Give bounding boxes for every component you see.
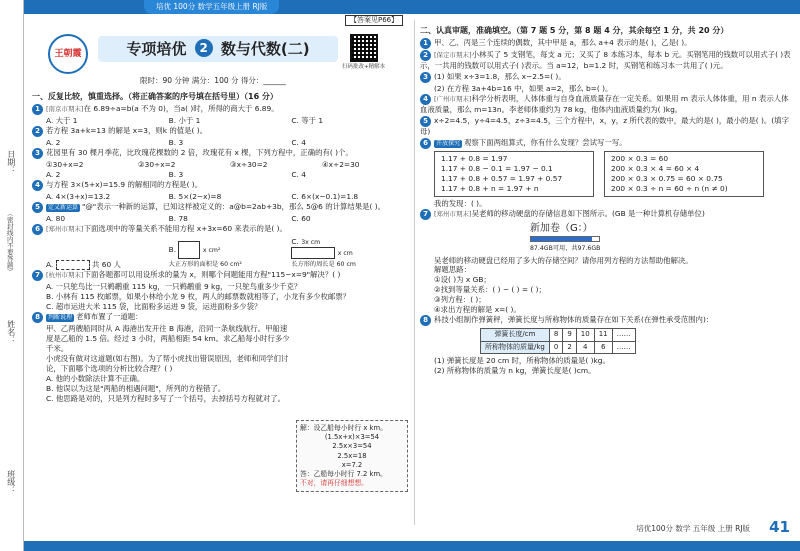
fill-question-6: 6 开放探究 观察下面两组算式，你有什么发现？尝试写一写。 <box>420 138 792 149</box>
fill-question-1: 1 甲、乙、丙是三个连续的偶数，其中甲是 a，那么 a+4 表示的是( )，乙是( )。 <box>420 38 792 49</box>
section-2-heading: 二、认真审题，准确填空。（第 7 题 5 分，第 8 题 4 分，其余每空 1 分，共 20 分） <box>420 26 729 35</box>
student-work-box: 解：设乙船每小时行 x km。 (1.5x+x)×3=54 2.5x×3=54 2.5x=18 x=7.2 答：乙船每小时行 7.2 km。 不对，请再仔细想想。 <box>296 420 408 492</box>
fill-question-4: 4 [广州市期末]科学分析表明，人体体重与自身血液质量存在一定关系。如果用 m 表示人体体重，用 n 表示人体血液质量，那么 m=13n。李老师体重约为 78 kg，他体内血液质量约为( )kg。 <box>420 93 789 114</box>
binding-spine <box>0 0 24 551</box>
table-row: 所称物体的质量/kg 0 2 4 6 …… <box>481 341 636 353</box>
q3-statements: ①30+x=2 ②30÷x=2 ③x÷30=2 ④x÷2=30 <box>46 159 360 169</box>
unit-number-badge: 2 <box>195 39 213 57</box>
q8-part-1: (1) 弹簧长度是 20 cm 时，所称物体的质量是( )kg。 <box>434 356 610 366</box>
header-bar <box>24 0 800 14</box>
brand-logo: 王朝霞 <box>48 34 88 74</box>
q7-step-2: ②找到等量关系：( ) − ( ) = ( )； <box>434 285 546 295</box>
question-2: 2 若方程 3a+k=13 的解是 x=3，则k 的值是( )。 <box>32 126 410 137</box>
answer-reference: 【答案见P66】 <box>345 15 403 26</box>
qr-code-icon[interactable] <box>350 34 378 62</box>
fill-question-3: 3 (1) 如果 x÷3=1.8，那么 x−2.5=( )。 <box>420 72 792 83</box>
disk-info-graphic <box>420 222 792 254</box>
page-title: 专项培优 2 数与代数(二) <box>98 36 338 62</box>
section-1-heading: 一、反复比较，慎重选择。（将正确答案的序号填在括号里）（16 分） <box>32 92 278 101</box>
q7-step-4: ④求出方程的解是 x=( )。 <box>434 305 521 315</box>
q6-option-b: B. x cm² 大正方形的面积是 60 cm² <box>169 241 288 269</box>
q6-option-c: C. 3x cm x cm 长方形的周长是 60 cm <box>291 236 356 269</box>
q8-prompt: 小虎没有做对这道题(如右图)。为了帮小虎找出错误原因，老师和同学们讨论，下面哪个选项的分析比较合理？( ) <box>46 353 289 373</box>
right-column <box>420 26 792 376</box>
disk-title: 新加卷（G：） <box>530 222 593 234</box>
date-label: 日期： <box>6 150 16 174</box>
q7-option-a: A. 一只鸵鸟比一只鹈鹕重 115 kg，一只鹈鹕重 9 kg，一只鸵鸟重多少千克？ <box>46 281 302 291</box>
page-number: 41 <box>769 518 790 536</box>
q8-option-b: B. 他误以为这是"两船的相遇问题"，所列的方程错了。 <box>46 383 226 393</box>
book-banner: 培优 100分 数学五年级上册 RJ版 <box>144 0 279 14</box>
footer-bar <box>24 534 800 551</box>
disk-capacity: 87.4GB可用，共97.6GB <box>530 245 601 253</box>
class-label: 班级： <box>6 470 16 494</box>
name-label: 姓名： <box>6 320 16 344</box>
question-7: 7 [杭州市期末]下面各题都可以用设所求的量为 x，则哪个问题能用方程"115−x=9"解决？( ) <box>32 270 410 281</box>
question-6: 6 [郑州市期末]下面选项中的等量关系不能用方程 x+3x=60 来表示的是( )。 <box>32 224 410 235</box>
equation-group-2: 200 × 0.3 = 60 200 × 0.3 × 4 = 60 × 4 200 × 0.3 × 0.75 = 60 × 0.75 200 × 0.3 ÷ n = 60 ÷ n (n ≠ 0) <box>604 151 764 197</box>
q8-option-a: A. 他的小数除法计算不正确。 <box>46 373 145 383</box>
q8-problem: 甲、乙两艘船同时从 A 海港出发开往 B 海港，沿同一条航线航行。甲船速度是乙船的 1.5 倍。经过 3 小时，两船相距 54 km。求乙船每小时行多少千米。 <box>46 323 290 353</box>
q4-options: A. 4×(3+x)=13.2 B. 5×(2−x)=8 C. 6×(x−0.1)=1.8 <box>46 191 359 201</box>
q6-option-a: A. 共 60 人 <box>46 259 121 269</box>
question-4: 4 与方程 3×(5+x)=15.9 的解相同的方程是( )。 <box>32 180 410 191</box>
question-3: 3 花园里有 30 棵月季花，比玫瑰花棵数的 2 倍，玫瑰花有 x 棵，下列方程中，正确的有( )个。 <box>32 148 410 159</box>
fill-question-3-part-2: (2) 在方程 3a+4b=16 中，如果 a=2，那么 b=( )。 <box>434 83 613 93</box>
exam-meta: 限时：90 分钟 满分：100 分 得分：______ <box>140 76 286 85</box>
question-8: 8 判断说理 老师布置了一道题： <box>32 312 410 323</box>
q7-step-1: ①设( )为 x GB； <box>434 275 491 285</box>
q7-step-3: ③列方程：( )； <box>434 295 486 305</box>
q8-option-c: C. 他思路是对的，只是列方程时多写了一个括号，去掉括号方程就对了。 <box>46 393 285 403</box>
question-5: 5 定义新运算 "@"表示一种新的运算，已知这样被定义的：a@b=2ab+3b，那么 5@6 的计算结果是( )。 <box>32 202 410 213</box>
question-1: 1 [南京市期末]在 6.89÷a=b(a 不为 0)，当a( )时，所得的商大于 6.89。 <box>32 104 410 115</box>
column-divider <box>414 20 415 525</box>
fill-question-2: 2 [保定市期末]小林买了 5 支钢笔，每支 a 元；又买了 8 本练习本，每本 b 元。买钢笔用的钱数可以用式子( )表示，一共用的钱数可以用式子( )表示。当 a=12，b=1.2 时，买钢笔和练习本一共用了( )元。 <box>420 49 791 70</box>
q8-part-2: (2) 所称物体的质量为 n kg，弹簧长度是( )cm。 <box>434 366 596 376</box>
table-row: 弹簧长度/cm 8 9 10 11 …… <box>481 329 636 341</box>
q7-option-b: B. 小林有 115 枚邮票，如果小林给小龙 9 枚，两人的邮票数就相等了，小龙有多少枚邮票？ <box>46 291 351 301</box>
fill-question-7: 7 [郑州市期末]吴老师的移动硬盘的存储信息如下图所示。(GB 是一种计算机存储单位) <box>420 209 792 220</box>
q5-options: A. 80 B. 78 C. 60 <box>46 213 311 223</box>
q7-option-c: C. 超市运进大米 115 袋，比面粉多运进 9 袋，运进面粉多少袋？ <box>46 301 262 311</box>
spring-table <box>480 328 636 354</box>
q7-steps-heading: 解题思路： <box>434 265 471 275</box>
fill-question-5: 5 x÷2=4.5，y÷4=4.5，z÷3=4.5，三个方程中，x，y，z 所代表的数中，最大的是( )，最小的是( )。(填字母) <box>420 115 789 136</box>
disk-usage-bar <box>530 236 600 242</box>
q1-options: A. 大于 1 B. 小于 1 C. 等于 1 <box>46 115 324 125</box>
fill-question-8: 8 科技小组制作弹簧秤，弹簧长度与所称物体的质量存在如下关系(在弹性承受范围内)： <box>420 315 792 326</box>
equation-group-1: 1.17 + 0.8 = 1.97 1.17 + 0.8 − 0.1 = 1.97 − 0.1 1.17 + 0.8 + 0.57 = 1.97 + 0.57 1.17 + 0.8 + n = 1.97 + n <box>434 151 594 197</box>
footer-text: 培优100分 数学 五年级 上册 RJ版 <box>636 524 750 533</box>
q6-equation-groups <box>420 151 792 197</box>
seal-line-note: （密封线内不要答题） <box>5 210 14 275</box>
q6-options <box>32 236 410 270</box>
q2-options: A. 2 B. 3 C. 4 <box>46 137 306 147</box>
q7-ask: 吴老师的移动硬盘已经用了多大的存储空间？请你用列方程的方法帮助他解决。 <box>434 255 693 265</box>
spring-table-wrap <box>420 328 792 354</box>
left-column <box>32 92 410 404</box>
q3-options: A. 2 B. 3 C. 4 <box>46 169 306 179</box>
q6-finding: 我的发现：( )。 <box>434 198 487 208</box>
qr-caption: 扫码批改+精解本 <box>342 64 386 70</box>
